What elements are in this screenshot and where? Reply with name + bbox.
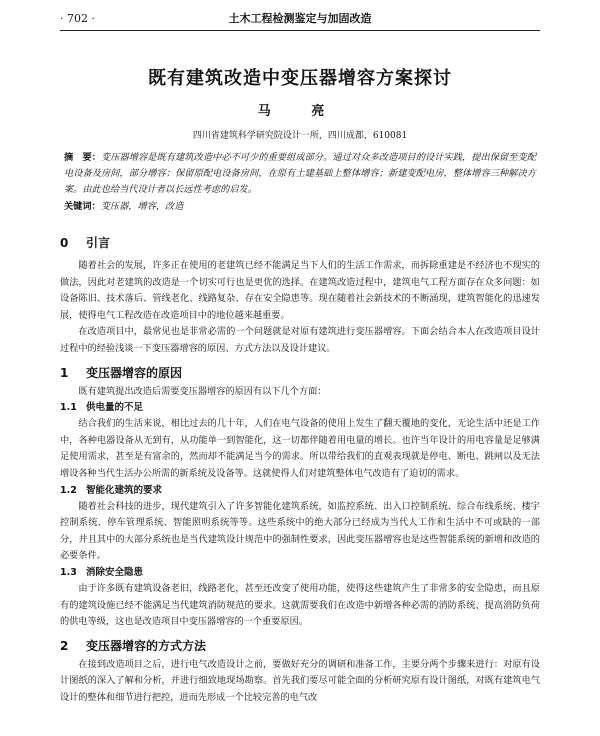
subsection-heading: 1.3 消除安全隐患 (60, 566, 144, 578)
paragraph: 在接到改造项目之后，进行电气改造设计之前，要做好充分的调研和准备工作，主要分两个步骤来进行：对原有设计图纸的深入了解和分析，并进行细致地现场勘察。首先我们要尽可能全面的分析研究原有设计图纸，对既有建筑电气设计的整体和细节进行把控，进而先形成一个比较完善的电气改 (60, 658, 540, 703)
header-rule (60, 30, 540, 31)
article-author: 马 亮 (257, 104, 343, 119)
section-heading: 0 引言 (60, 236, 111, 250)
abstract-text: 变压器增容是既有建筑改造中必不可少的重要组成部分。通过对众多改造项目的设计实践，提出保留至变配电设备及房间，部分增容；保留原配电设备房间，在原有土建基础上整体增容；新建变配电房，整体增容三种解决方案。由此也给当代设计者以长远性考虑的启发。 (64, 152, 537, 195)
paragraph: 随着社会的发展，许多正在使用的老建筑已经不能满足当下人们的生活工作需求，而拆除重建是不经济也不现实的做法，因此对老建筑的改造是一个切实可行也是更优的选择。在建筑改造过程中，建筑电气工程方面存在众多问题：如设备陈旧、技术落后、管线老化、线路复杂、存在安全隐患等。现在随着社会新技术的不断涌现，建筑智能化的迅速发展，使得电气工程改造在改造项目中的地位越来越重要。 (60, 260, 540, 321)
paragraph: 在改造项目中，最常见也是非常必需的一个问题就是对原有建筑进行变压器增容。下面会结合本人在改造项目设计过程中的经验浅谈一下变压器增容的原因、方式方法以及设计建议。 (60, 326, 540, 354)
section-heading: 1 变压器增容的原因 (60, 365, 183, 380)
article-title: 既有建筑改造中变压器增容方案探讨 (148, 68, 452, 89)
keywords-text: 变压器，增容，改造 (100, 201, 184, 212)
article-body (60, 232, 540, 706)
keywords-label: 关键词： (64, 201, 101, 212)
abstract (64, 150, 536, 198)
abstract-label: 摘 要： (64, 152, 102, 163)
running-head (60, 10, 540, 28)
section-heading: 2 变压器增容的方式方法 (60, 638, 207, 653)
keywords (64, 199, 536, 215)
paragraph: 随着社会科技的进步，现代建筑引入了许多智能化建筑系统，如监控系统、出入口控制系统、综合布线系统、楼宇控制系统、停车管理系统、智能照明系统等等。这些系统中的绝大部分已经成为当代人工作和生活中不可或缺的一部分，并且其中的大部分系统也是当代建筑设计规范中的强制性要求，因此变压器增容也是这些智能系统的新增和改造的必要条件。 (60, 500, 540, 562)
paragraph: 结合我们的生活来说，相比过去的几十年，人们在电气设备的使用上发生了翻天覆地的变化，无论生活中还是工作中，各种电器设备从无到有，从功能单一到智能化，这一切都伴随着用电量的增长。也许当年设计的用电容量是足够满足使用需求，甚至是有富余的，然而却不能满足当今的需求。所以带给我们的直观表现就是停电、断电、跳闸以及无法增设各种当代生活办公所需的新系统及设备等。这就使得人们对建筑整体电气改造有了迫切的需求。 (60, 418, 540, 479)
subsection-heading: 1.2 智能化建筑的要求 (60, 484, 163, 496)
page-number: · 702 · (60, 12, 95, 25)
paragraph: 既有建筑提出改造后需要变压器增容的原因有以下几个方面： (78, 385, 327, 397)
journal-name: 土木工程检测鉴定与加固改造 (228, 12, 372, 25)
subsection-heading: 1.1 供电量的不足 (60, 402, 144, 414)
author-affiliation: 四川省建筑科学研究院设计一所，四川成都，610081 (192, 131, 408, 141)
paragraph: 由于许多既有建筑设备老旧，线路老化，甚至还改变了使用功能，使得这些建筑产生了非常多的安全隐患，而且原有的建筑设施已经不能满足当代建筑消防规范的要求。这就需要我们在改造中新增各种必需的消防系统、提高消防负荷的供电等级，这也是改造项目中变压器增容的一个重要原因。 (60, 582, 540, 628)
